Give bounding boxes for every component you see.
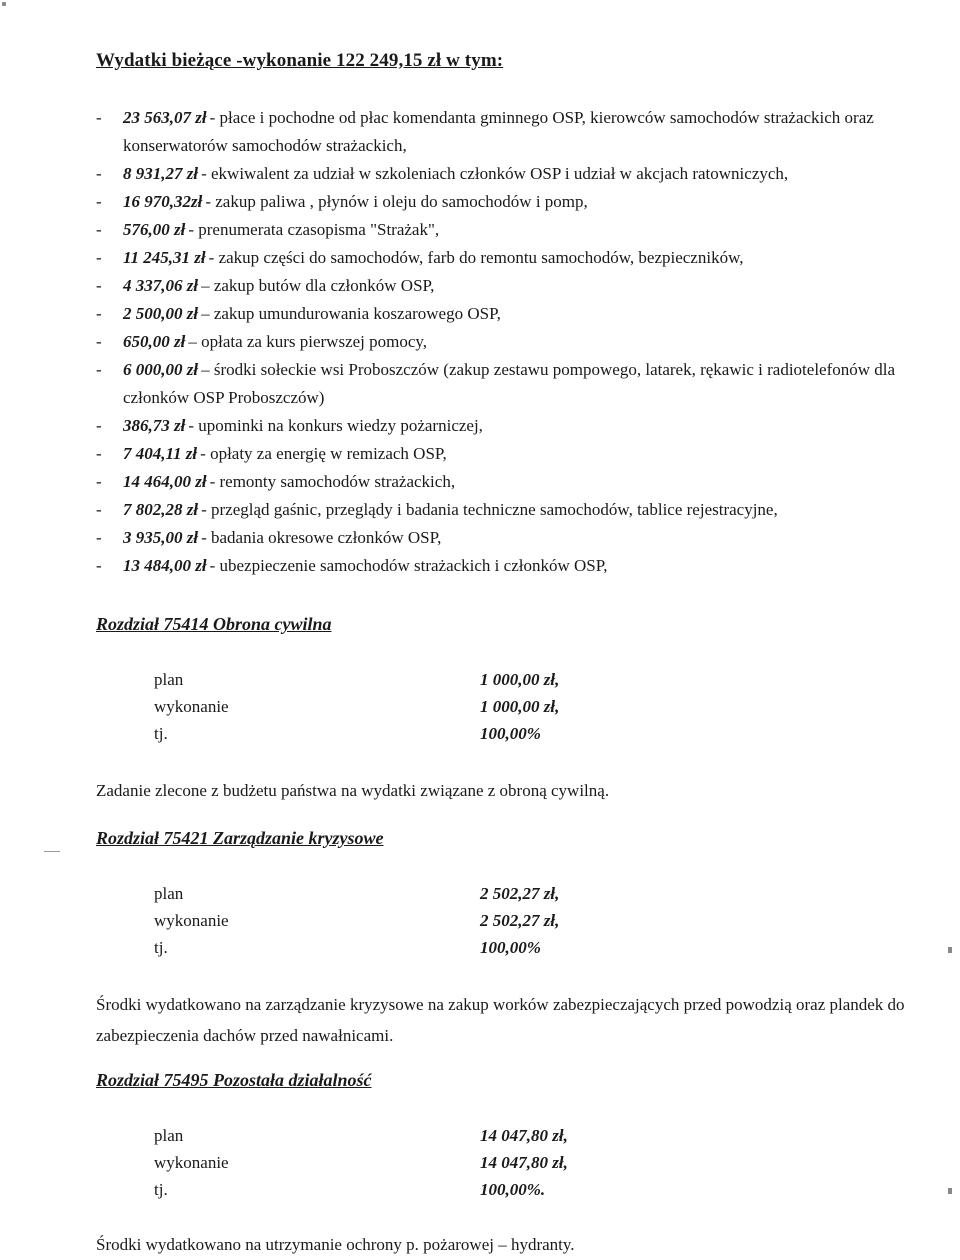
expense-amount: 7 404,11 zł (123, 444, 198, 463)
expense-amount: 23 563,07 zł (123, 108, 207, 127)
section-other-activity (96, 1068, 936, 1260)
expense-item (96, 356, 926, 412)
expense-description: – opłata za kurs pierwszej pomocy, (188, 332, 428, 351)
list-dash: - (96, 164, 102, 183)
section-civil-defense (96, 612, 936, 806)
expense-item (96, 160, 926, 188)
row-label: wykonanie (154, 911, 229, 930)
list-dash: - (96, 304, 102, 323)
row-label: tj. (154, 938, 168, 957)
expense-item (96, 272, 926, 300)
execution-row (154, 907, 936, 934)
row-value: 100,00% (480, 938, 541, 957)
expense-description: - prenumerata czasopisma "Strażak", (188, 220, 440, 239)
expense-amount: 6 000,00 zł (123, 360, 199, 379)
section-note: Zadanie zlecone z budżetu państwa na wydatki związane z obroną cywilną. (96, 781, 610, 800)
expense-amount: 576,00 zł (123, 220, 186, 239)
expense-description: - remonty samochodów strażackich, (209, 472, 456, 491)
expense-amount: 2 500,00 zł (123, 304, 199, 323)
row-value: 1 000,00 zł, (480, 697, 560, 716)
expense-description: - zakup części do samochodów, farb do remontu samochodów, bezpieczników, (208, 248, 744, 267)
execution-row (154, 693, 936, 720)
figures-table (154, 666, 936, 747)
expense-item (96, 496, 926, 524)
expense-amount: 16 970,32zł (123, 192, 203, 211)
row-value: 14 047,80 zł, (480, 1153, 568, 1172)
expense-description: - ubezpieczenie samochodów strażackich i członków OSP, (209, 556, 608, 575)
row-label: tj. (154, 724, 168, 743)
percent-row (154, 1176, 936, 1203)
expense-description: - zakup paliwa , płynów i oleju do samochodów i pomp, (205, 192, 588, 211)
current-expenses-heading: Wydatki bieżące -wykonanie 122 249,15 zł w tym: (96, 50, 504, 71)
percent-row (154, 720, 936, 747)
section-note: Środki wydatkowano na utrzymanie ochrony p. pożarowej – hydranty. (96, 1235, 575, 1254)
scan-speck (2, 2, 6, 6)
expense-amount: 8 931,27 zł (123, 164, 199, 183)
plan-row (154, 880, 936, 907)
expense-amount: 4 337,06 zł (123, 276, 199, 295)
expense-item (96, 188, 926, 216)
percent-row (154, 934, 936, 961)
list-dash: - (96, 472, 102, 491)
expense-description: - płace i pochodne od płac komendanta gminnego OSP, kierowców samochodów strażackich oraz konserwatorów samochodów strażackich, (123, 108, 874, 155)
expense-amount: 7 802,28 zł (123, 500, 199, 519)
list-dash: - (96, 556, 102, 575)
expense-description: – zakup umundurowania koszarowego OSP, (201, 304, 501, 323)
expense-amount: 14 464,00 zł (123, 472, 207, 491)
expense-list (96, 104, 926, 580)
row-value: 100,00% (480, 724, 541, 743)
expense-description: - badania okresowe członków OSP, (201, 528, 442, 547)
list-dash: - (96, 108, 102, 127)
row-label: tj. (154, 1180, 168, 1199)
plan-row (154, 666, 936, 693)
row-value: 14 047,80 zł, (480, 1126, 568, 1145)
row-value: 1 000,00 zł, (480, 670, 560, 689)
expense-description: - przegląd gaśnic, przeglądy i badania techniczne samochodów, tablice rejestracyjne, (201, 500, 778, 519)
list-dash: - (96, 416, 102, 435)
expense-item (96, 216, 926, 244)
expense-amount: 11 245,31 zł (123, 248, 206, 267)
list-dash: - (96, 528, 102, 547)
edge-mark (948, 947, 952, 953)
margin-mark (44, 851, 60, 852)
section-note: Środki wydatkowano na zarządzanie kryzysowe na zakup worków zabezpieczających przed powodzią oraz plandek do zabezpieczenia dachów przed nawałnicami. (96, 995, 905, 1045)
expense-item (96, 244, 926, 272)
expense-item (96, 524, 926, 552)
row-label: wykonanie (154, 1153, 229, 1172)
section-title: Rozdział 75414 Obrona cywilna (96, 614, 332, 634)
list-dash: - (96, 444, 102, 463)
expense-description: – środki sołeckie wsi Proboszczów (zakup zestawu pompowego, latarek, rękawic i radiotelefonów dla członków OSP Proboszczów) (123, 360, 896, 407)
row-value: 2 502,27 zł, (480, 911, 560, 930)
list-dash: - (96, 248, 102, 267)
expense-item (96, 300, 926, 328)
execution-row (154, 1149, 936, 1176)
expense-description: - opłaty za energię w remizach OSP, (200, 444, 447, 463)
expense-description: - ekwiwalent za udział w szkoleniach członków OSP i udział w akcjach ratowniczych, (201, 164, 789, 183)
list-dash: - (96, 360, 102, 379)
figures-table (154, 1122, 936, 1203)
row-value: 2 502,27 zł, (480, 884, 560, 903)
figures-table (154, 880, 936, 961)
expense-description: – zakup butów dla członków OSP, (201, 276, 435, 295)
list-dash: - (96, 332, 102, 351)
row-label: wykonanie (154, 697, 229, 716)
expense-description: - upominki na konkurs wiedzy pożarniczej, (188, 416, 483, 435)
expense-item (96, 104, 926, 160)
expense-item (96, 468, 926, 496)
list-dash: - (96, 220, 102, 239)
list-dash: - (96, 276, 102, 295)
edge-mark (948, 1188, 952, 1194)
row-label: plan (154, 884, 184, 903)
expense-item (96, 412, 926, 440)
expense-item (96, 552, 926, 580)
row-label: plan (154, 1126, 184, 1145)
expense-amount: 650,00 zł (123, 332, 186, 351)
row-value: 100,00%. (480, 1180, 546, 1199)
expense-amount: 386,73 zł (123, 416, 186, 435)
section-title: Rozdział 75421 Zarządzanie kryzysowe (96, 828, 384, 848)
section-title: Rozdział 75495 Pozostała działalność (96, 1070, 372, 1090)
plan-row (154, 1122, 936, 1149)
list-dash: - (96, 192, 102, 211)
expense-amount: 13 484,00 zł (123, 556, 207, 575)
expense-item (96, 440, 926, 468)
expense-item (96, 328, 926, 356)
expense-amount: 3 935,00 zł (123, 528, 199, 547)
list-dash: - (96, 500, 102, 519)
section-crisis-management (96, 826, 936, 1051)
row-label: plan (154, 670, 184, 689)
